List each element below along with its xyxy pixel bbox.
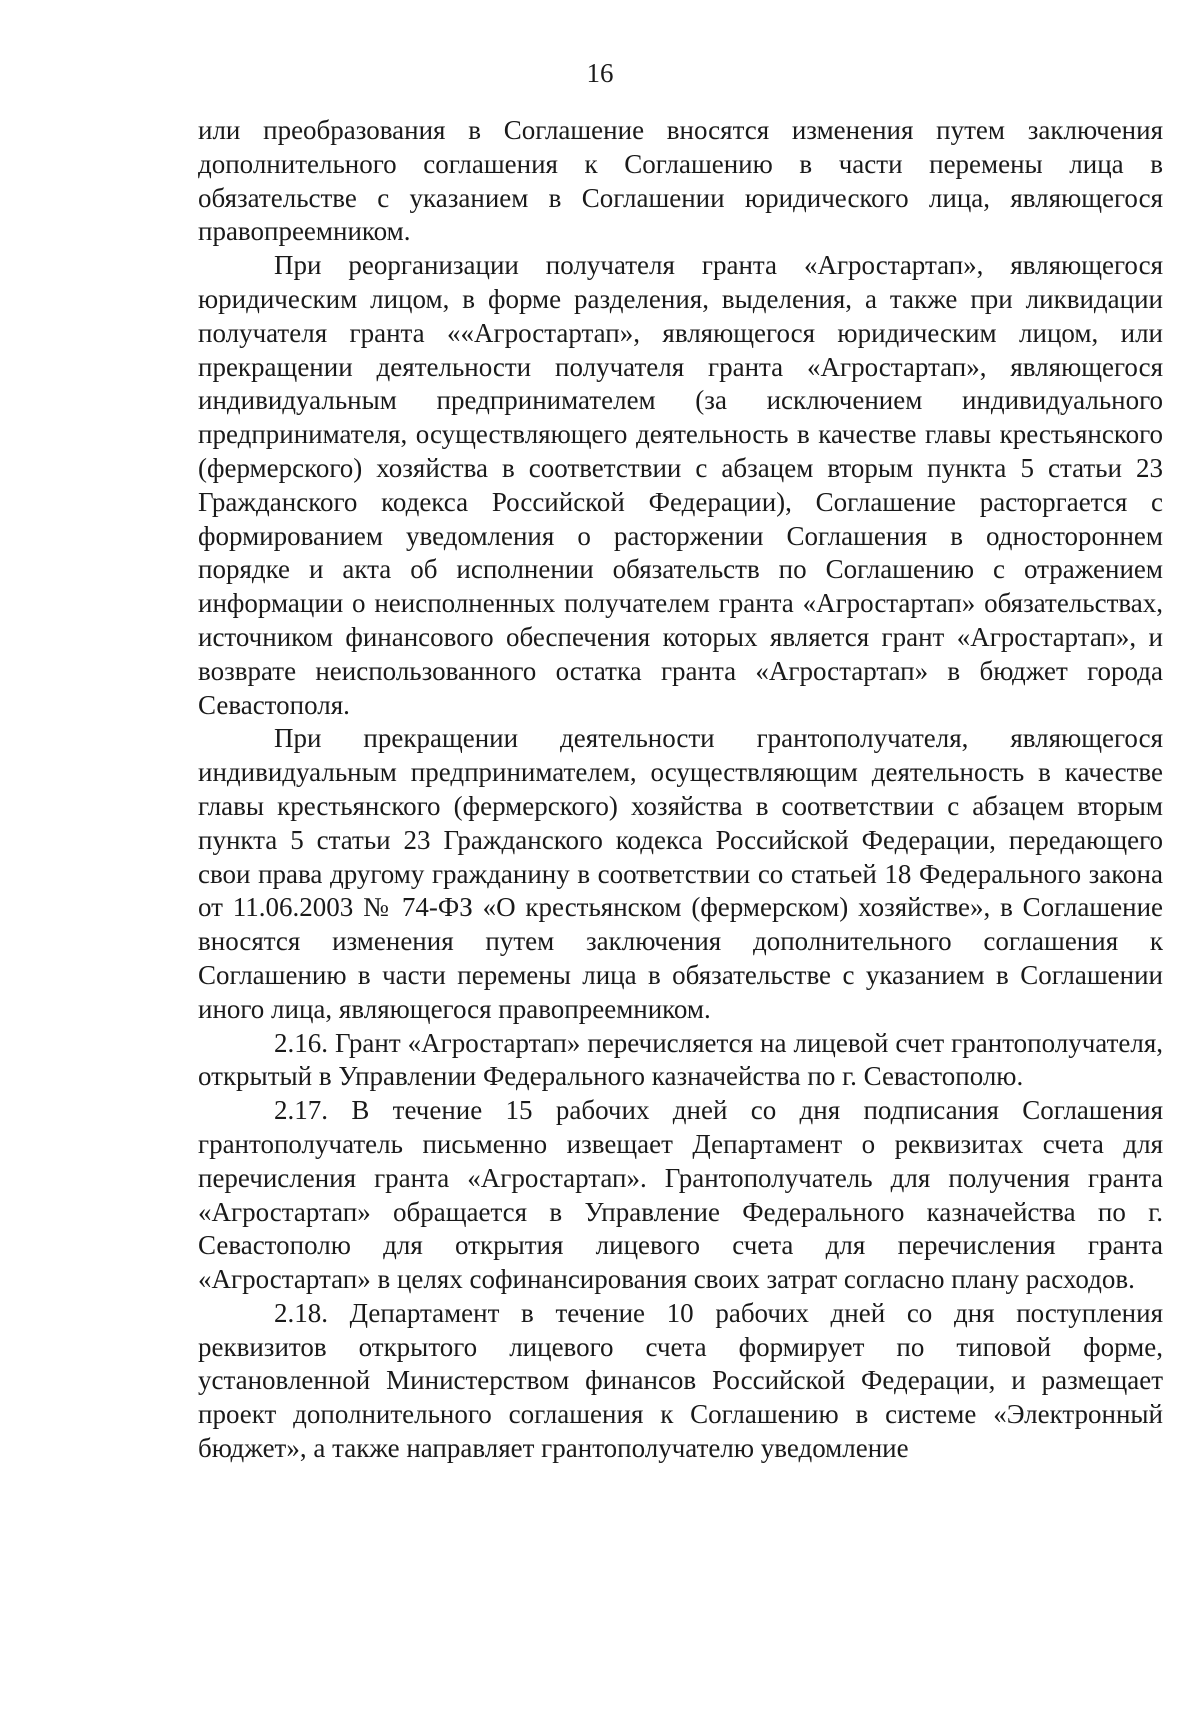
page-number: 16 bbox=[586, 58, 614, 88]
paragraph-2-16: 2.16. Грант «Агростартап» перечисляется на лицевой счет грантополучателя, открытый в Управлении Федерального казначейства по г. Севастополю. bbox=[198, 1027, 1163, 1092]
paragraph-continuation: или преобразования в Соглашение вносятся изменения путем заключения дополнительного соглашения к Соглашению в части перемены лица в обязательстве с указанием в Соглашении юридического лица, являющегося правопреемником. bbox=[198, 115, 1163, 247]
paragraph-termination: При прекращении деятельности грантополучателя, являющегося индивидуальным предпринимателем, осуществляющим деятельность в качестве главы крестьянского (фермерского) хозяйства в соответствии с абзацем вторым пункта 5 статьи 23 Гражданского кодекса Российской Федерации, передающего свои права другому гражданину в соответствии со статьей 18 Федерального закона от 11.06.2003 № 74-ФЗ «О крестьянском (фермерском) хозяйстве», в Соглашение вносятся изменения путем заключения дополнительного соглашения к Соглашению в части перемены лица в обязательстве с указанием в Соглашении иного лица, являющегося правопреемником. bbox=[198, 723, 1163, 1024]
paragraph-2-18: 2.18. Департамент в течение 10 рабочих дней со дня поступления реквизитов открытого лицевого счета формирует по типовой форме, установленной Министерством финансов Российской Федерации, и размещает проект дополнительного соглашения к Соглашению в системе «Электронный бюджет», а также направляет грантополучателю уведомление bbox=[198, 1297, 1163, 1464]
document-body bbox=[198, 114, 1163, 1466]
paragraph-reorganization: При реорганизации получателя гранта «Агростартап», являющегося юридическим лицом, в форме разделения, выделения, а также при ликвидации получателя гранта ««Агростартап», являющегося юридическим лицом, или прекращении деятельности получателя гранта «Агростартап», являющегося индивидуальным предпринимателем (за исключением индивидуального предпринимателя, осуществляющего деятельность в качестве главы крестьянского (фермерского) хозяйства в соответствии с абзацем вторым пункта 5 статьи 23 Гражданского кодекса Российской Федерации), Соглашение расторгается с формированием уведомления о расторжении Соглашения в одностороннем порядке и акта об исполнении обязательств по Соглашению с отражением информации о неисполненных получателем гранта «Агростартап» обязательствах, источником финансового обеспечения которых является грант «Агростартап», и возврате неиспользованного остатка гранта «Агростартап» в бюджет города Севастополя. bbox=[198, 250, 1163, 720]
paragraph-2-17: 2.17. В течение 15 рабочих дней со дня подписания Соглашения грантополучатель письменно извещает Департамент о реквизитах счета для перечисления гранта «Агростартап». Грантополучатель для получения гранта «Агростартап» обращается в Управление Федерального казначейства по г. Севастополю для открытия лицевого счета для перечисления гранта «Агростартап» в целях софинансирования своих затрат согласно плану расходов. bbox=[198, 1095, 1163, 1295]
